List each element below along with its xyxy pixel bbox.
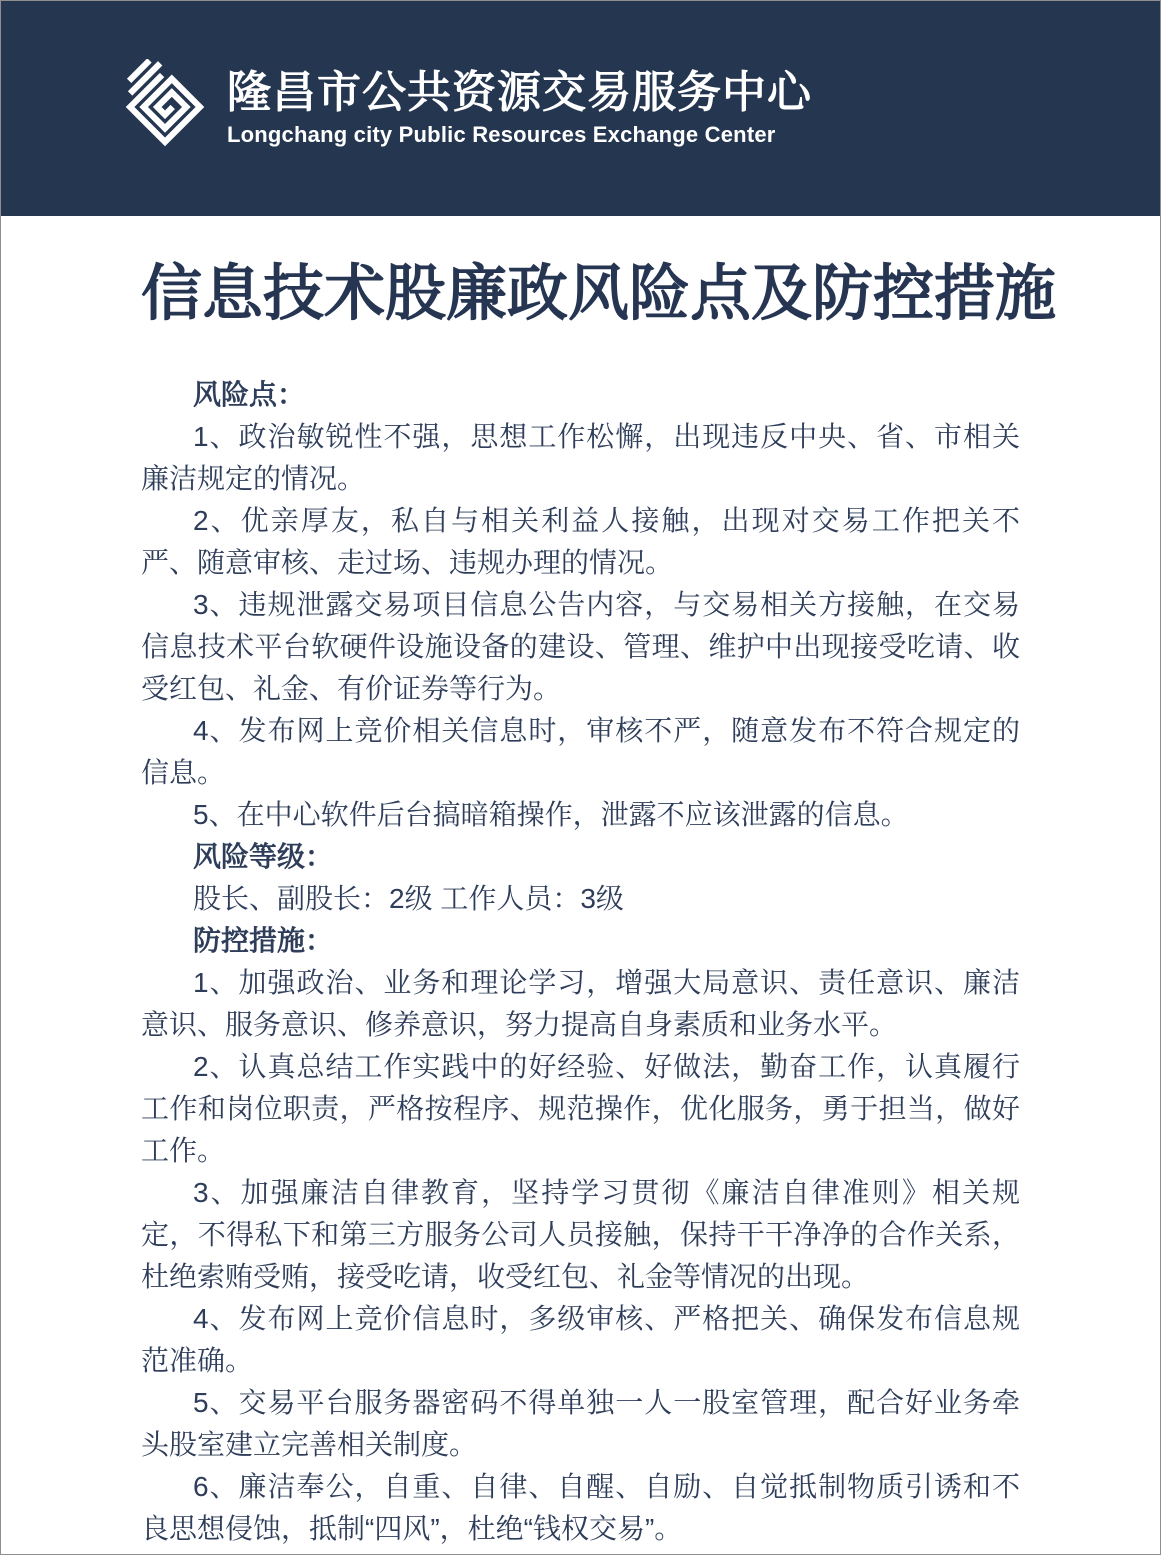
- org-names: [227, 69, 812, 147]
- paragraph: 1、加强政治、业务和理论学习，增强大局意识、责任意识、廉洁意识、服务意识、修养意识，努力提高自身素质和业务水平。: [141, 967, 1020, 1040]
- section-risk-points: [141, 374, 1020, 836]
- section-risk-level: [141, 836, 1020, 920]
- section-heading: 风险等级：: [193, 841, 334, 872]
- paragraph: 5、交易平台服务器密码不得单独一人一股室管理，配合好业务牵头股室建立完善相关制度。: [141, 1387, 1020, 1460]
- paragraph: 2、优亲厚友，私自与相关利益人接触，出现对交易工作把关不严、随意审核、走过场、违规办理的情况。: [141, 505, 1020, 578]
- paragraph: 3、加强廉洁自律教育，坚持学习贯彻《廉洁自律准则》相关规定，不得私下和第三方服务公司人员接触，保持干干净净的合作关系，杜绝索贿受贿，接受吃请，收受红包、礼金等情况的出现。: [141, 1177, 1020, 1292]
- org-name-zh: 隆昌市公共资源交易服务中心: [227, 68, 812, 118]
- section-heading: 风险点：: [193, 379, 306, 410]
- paragraph: 1、政治敏锐性不强，思想工作松懈，出现违反中央、省、市相关廉洁规定的情况。: [141, 421, 1020, 494]
- paragraph: 4、发布网上竞价信息时，多级审核、严格把关、确保发布信息规范准确。: [141, 1303, 1020, 1376]
- poster-body: [1, 252, 1160, 1550]
- diamond-g-logo-icon: [117, 59, 213, 160]
- section-heading: 防控措施：: [193, 925, 334, 956]
- paragraph: 3、违规泄露交易项目信息公告内容，与交易相关方接触，在交易信息技术平台软硬件设施设备的建设、管理、维护中出现接受吃请、收受红包、礼金、有价证券等行为。: [141, 589, 1020, 704]
- paragraph: 2、认真总结工作实践中的好经验、好做法，勤奋工作，认真履行工作和岗位职责，严格按程序、规范操作，优化服务，勇于担当，做好工作。: [141, 1051, 1020, 1166]
- org-name-en: Longchang city Public Resources Exchange Center: [227, 121, 776, 147]
- header-band: [1, 1, 1160, 216]
- paragraph: 6、廉洁奉公，自重、自律、自醒、自励、自觉抵制物质引诱和不良思想侵蚀，抵制“四风”，杜绝“钱权交易”。: [141, 1471, 1020, 1544]
- page-title: 信息技术股廉政风险点及防控措施: [141, 259, 1057, 327]
- paragraph: 5、在中心软件后台搞暗箱操作，泄露不应该泄露的信息。: [193, 799, 909, 830]
- section-control-measures: [141, 920, 1020, 1550]
- paragraph: 股长、副股长：2级 工作人员：3级: [193, 883, 624, 914]
- content-text: [141, 374, 1020, 1550]
- paragraph: 4、发布网上竞价相关信息时，审核不严，随意发布不符合规定的信息。: [141, 715, 1020, 788]
